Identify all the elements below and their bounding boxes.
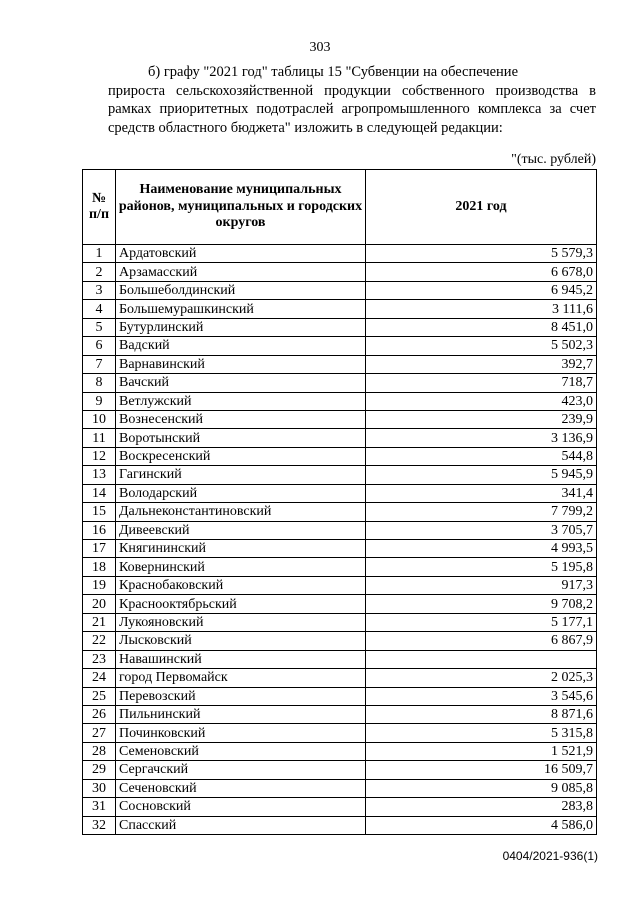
row-number: 16 — [83, 521, 116, 539]
row-number: 5 — [83, 318, 116, 336]
row-number: 11 — [83, 429, 116, 447]
table-row — [83, 724, 597, 742]
value-2021: 9 708,2 — [366, 595, 597, 613]
row-number: 17 — [83, 540, 116, 558]
row-number: 31 — [83, 798, 116, 816]
subsidy-table — [82, 169, 597, 835]
value-2021: 16 509,7 — [366, 761, 597, 779]
row-number: 25 — [83, 687, 116, 705]
table-row — [83, 687, 597, 705]
table-row — [83, 576, 597, 594]
district-name: Дальнеконстантиновский — [116, 503, 366, 521]
row-number: 7 — [83, 355, 116, 373]
row-number: 3 — [83, 281, 116, 299]
district-name: Ардатовский — [116, 245, 366, 263]
table-row — [83, 374, 597, 392]
district-name: Лукояновский — [116, 613, 366, 631]
district-name: город Первомайск — [116, 669, 366, 687]
value-2021: 7 799,2 — [366, 503, 597, 521]
row-number: 2 — [83, 263, 116, 281]
table-row — [83, 410, 597, 428]
value-2021: 6 945,2 — [366, 281, 597, 299]
value-2021: 5 177,1 — [366, 613, 597, 631]
value-2021: 392,7 — [366, 355, 597, 373]
value-2021: 283,8 — [366, 798, 597, 816]
district-name: Спасский — [116, 816, 366, 834]
district-name: Вадский — [116, 337, 366, 355]
value-2021: 5 315,8 — [366, 724, 597, 742]
row-number: 26 — [83, 705, 116, 723]
table-row — [83, 281, 597, 299]
table-row — [83, 613, 597, 631]
value-2021: 3 111,6 — [366, 300, 597, 318]
intro-rest: прироста сельскохозяйственной продукции собственного производства в рамках приоритетных подотраслей агропромышленного комплекса за счет средств областного бюджета" изложить в следующей редакции: — [108, 82, 596, 136]
table-row — [83, 816, 597, 834]
table-header-row — [83, 170, 597, 245]
district-name: Княгининский — [116, 540, 366, 558]
row-number: 14 — [83, 484, 116, 502]
district-name: Вачский — [116, 374, 366, 392]
table-row — [83, 669, 597, 687]
value-2021: 5 945,9 — [366, 466, 597, 484]
value-2021: 5 579,3 — [366, 245, 597, 263]
value-2021: 6 678,0 — [366, 263, 597, 281]
value-2021: 544,8 — [366, 447, 597, 465]
value-2021: 917,3 — [366, 576, 597, 594]
row-number: 12 — [83, 447, 116, 465]
table-row — [83, 300, 597, 318]
value-2021: 4 993,5 — [366, 540, 597, 558]
intro-paragraph — [108, 63, 596, 137]
district-name: Варнавинский — [116, 355, 366, 373]
district-name: Дивеевский — [116, 521, 366, 539]
value-2021: 423,0 — [366, 392, 597, 410]
district-name: Лысковский — [116, 632, 366, 650]
table-row — [83, 447, 597, 465]
value-2021: 239,9 — [366, 410, 597, 428]
table-row — [83, 595, 597, 613]
district-name: Сергачский — [116, 761, 366, 779]
district-name: Арзамасский — [116, 263, 366, 281]
table-row — [83, 466, 597, 484]
row-number: 24 — [83, 669, 116, 687]
table-row — [83, 632, 597, 650]
row-number: 18 — [83, 558, 116, 576]
district-name: Большеболдинский — [116, 281, 366, 299]
table-row — [83, 392, 597, 410]
page-number: 303 — [309, 40, 331, 55]
table-row — [83, 779, 597, 797]
district-name: Краснобаковский — [116, 576, 366, 594]
value-2021: 5 502,3 — [366, 337, 597, 355]
row-number: 20 — [83, 595, 116, 613]
district-name: Сеченовский — [116, 779, 366, 797]
table-row — [83, 484, 597, 502]
row-number: 23 — [83, 650, 116, 668]
value-2021: 718,7 — [366, 374, 597, 392]
row-number: 29 — [83, 761, 116, 779]
value-2021: 1 521,9 — [366, 742, 597, 760]
header-name: Наименование муниципальных районов, муниципальных и городских округов — [116, 170, 366, 245]
header-num: № п/п — [83, 170, 116, 245]
table-row — [83, 263, 597, 281]
row-number: 19 — [83, 576, 116, 594]
district-name: Перевозский — [116, 687, 366, 705]
row-number: 22 — [83, 632, 116, 650]
district-name: Сосновский — [116, 798, 366, 816]
district-name: Вознесенский — [116, 410, 366, 428]
row-number: 28 — [83, 742, 116, 760]
value-2021: 8 451,0 — [366, 318, 597, 336]
district-name: Пильнинский — [116, 705, 366, 723]
table-row — [83, 742, 597, 760]
table-row — [83, 558, 597, 576]
row-number: 15 — [83, 503, 116, 521]
row-number: 1 — [83, 245, 116, 263]
value-2021: 6 867,9 — [366, 632, 597, 650]
table-row — [83, 521, 597, 539]
table-body — [83, 245, 597, 835]
district-name: Воскресенский — [116, 447, 366, 465]
value-2021: 9 085,8 — [366, 779, 597, 797]
district-name: Володарский — [116, 484, 366, 502]
row-number: 9 — [83, 392, 116, 410]
table-row — [83, 429, 597, 447]
document-code: 0404/2021-936(1) — [502, 849, 598, 863]
table-row — [83, 540, 597, 558]
table-row — [83, 337, 597, 355]
table-row — [83, 503, 597, 521]
value-2021: 3 136,9 — [366, 429, 597, 447]
district-name: Гагинский — [116, 466, 366, 484]
district-name: Воротынский — [116, 429, 366, 447]
row-number: 6 — [83, 337, 116, 355]
table-row — [83, 650, 597, 668]
row-number: 27 — [83, 724, 116, 742]
value-2021 — [366, 650, 597, 668]
district-name: Починковский — [116, 724, 366, 742]
row-number: 8 — [83, 374, 116, 392]
district-name: Бутурлинский — [116, 318, 366, 336]
district-name: Навашинский — [116, 650, 366, 668]
unit-note: "(тыс. рублей) — [511, 152, 596, 167]
table-row — [83, 798, 597, 816]
value-2021: 4 586,0 — [366, 816, 597, 834]
table-row — [83, 761, 597, 779]
row-number: 32 — [83, 816, 116, 834]
district-name: Большемурашкинский — [116, 300, 366, 318]
value-2021: 2 025,3 — [366, 669, 597, 687]
district-name: Ветлужский — [116, 392, 366, 410]
district-name: Краснооктябрьский — [116, 595, 366, 613]
table-row — [83, 245, 597, 263]
value-2021: 5 195,8 — [366, 558, 597, 576]
intro-first-line: б) графу "2021 год" таблицы 15 "Субвенции на обеспечение — [148, 64, 519, 80]
row-number: 13 — [83, 466, 116, 484]
table-row — [83, 705, 597, 723]
value-2021: 3 705,7 — [366, 521, 597, 539]
value-2021: 341,4 — [366, 484, 597, 502]
district-name: Семеновский — [116, 742, 366, 760]
value-2021: 8 871,6 — [366, 705, 597, 723]
value-2021: 3 545,6 — [366, 687, 597, 705]
header-year: 2021 год — [366, 170, 597, 245]
row-number: 21 — [83, 613, 116, 631]
row-number: 10 — [83, 410, 116, 428]
table-row — [83, 355, 597, 373]
table-row — [83, 318, 597, 336]
row-number: 30 — [83, 779, 116, 797]
district-name: Ковернинский — [116, 558, 366, 576]
row-number: 4 — [83, 300, 116, 318]
